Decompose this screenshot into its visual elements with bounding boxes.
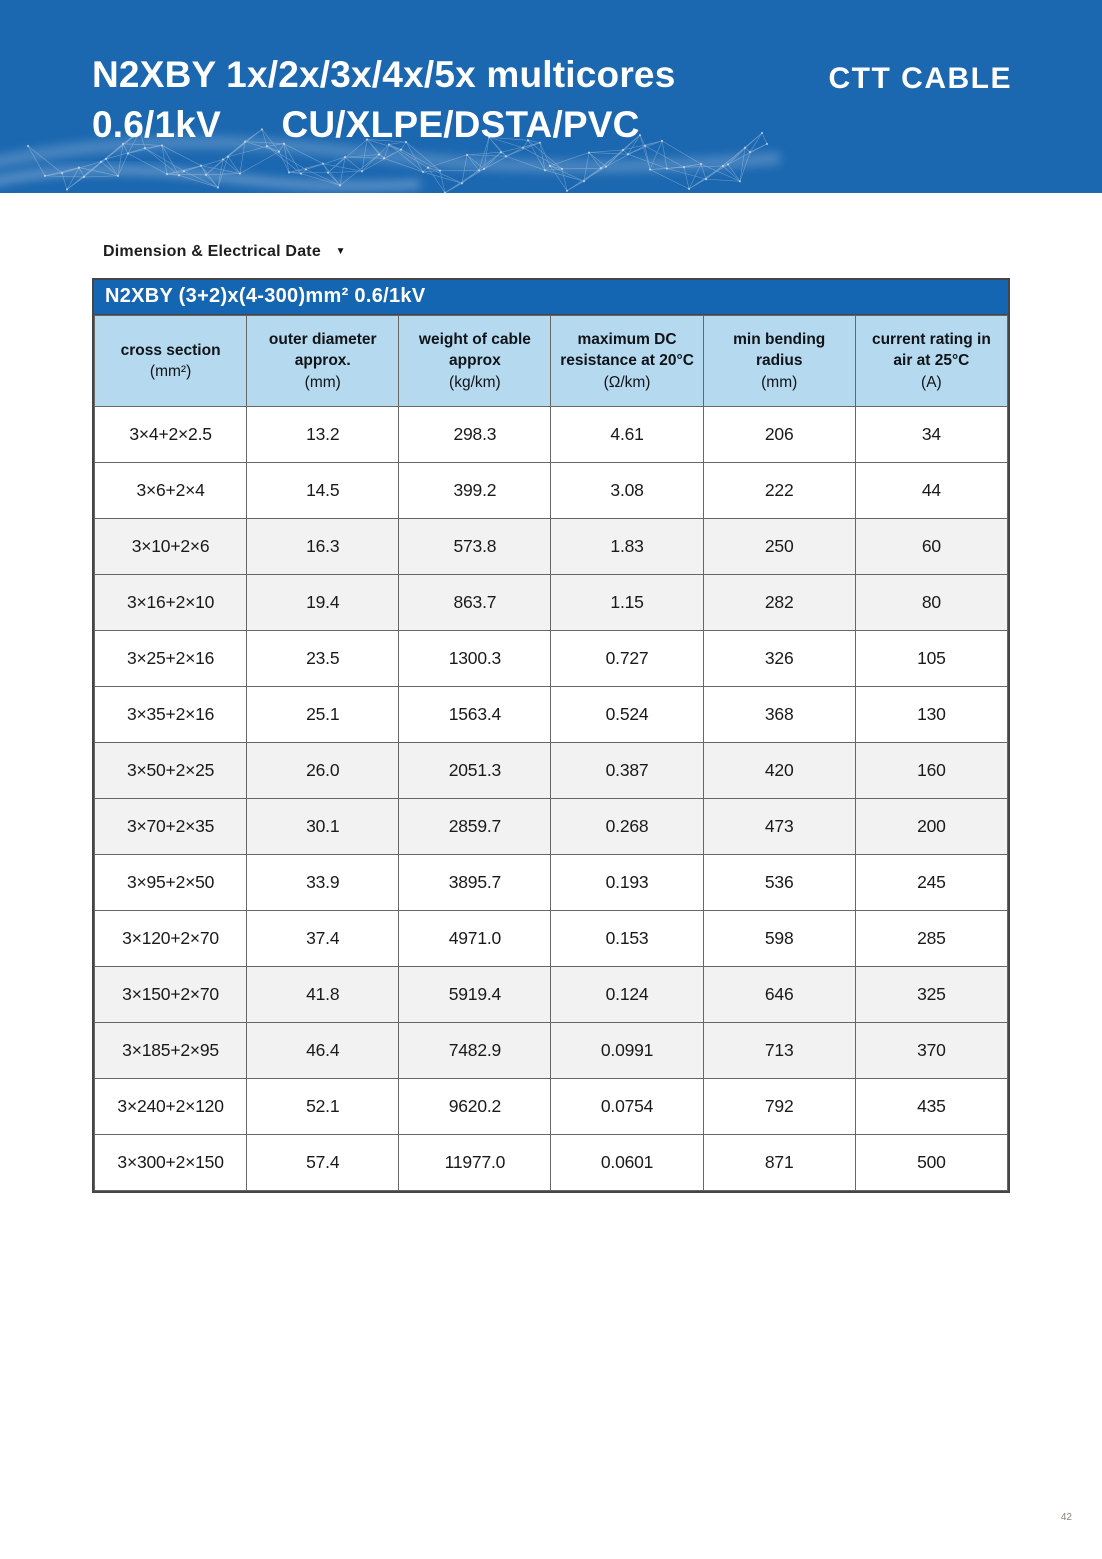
table-row (95, 855, 1008, 911)
table-cell: 44 (855, 463, 1007, 519)
table-cell: 25.1 (247, 687, 399, 743)
table-cell: 80 (855, 575, 1007, 631)
table-cell: 0.387 (551, 743, 703, 799)
table-cell: 285 (855, 911, 1007, 967)
table-row (95, 687, 1008, 743)
table-row (95, 1079, 1008, 1135)
table-cell: 105 (855, 631, 1007, 687)
column-header: current rating in air at 25°C (A) (855, 316, 1007, 407)
table-cell: 7482.9 (399, 1023, 551, 1079)
column-header: cross section (mm²) (95, 316, 247, 407)
table-row (95, 519, 1008, 575)
table-cell: 222 (703, 463, 855, 519)
table-cell: 4.61 (551, 407, 703, 463)
table-cell: 3×50+2×25 (95, 743, 247, 799)
table-cell: 2051.3 (399, 743, 551, 799)
voltage-rating: 0.6/1kV (92, 104, 221, 145)
table-cell: 5919.4 (399, 967, 551, 1023)
column-header: min bending radius (mm) (703, 316, 855, 407)
table-cell: 326 (703, 631, 855, 687)
construction-code: CU/XLPE/DSTA/PVC (281, 104, 640, 145)
table-cell: 245 (855, 855, 1007, 911)
section-header (103, 243, 346, 261)
table-cell: 500 (855, 1135, 1007, 1191)
table-cell: 3.08 (551, 463, 703, 519)
table-cell: 52.1 (247, 1079, 399, 1135)
table-cell: 1.83 (551, 519, 703, 575)
table-cell: 130 (855, 687, 1007, 743)
product-subtitle (92, 106, 675, 143)
table-cell: 23.5 (247, 631, 399, 687)
header-row (95, 316, 1008, 407)
spec-data-table (94, 315, 1008, 1191)
table-cell: 536 (703, 855, 855, 911)
banner-titles (92, 56, 675, 143)
table-cell: 598 (703, 911, 855, 967)
table-cell: 0.268 (551, 799, 703, 855)
spec-table (92, 278, 1010, 1193)
table-cell: 370 (855, 1023, 1007, 1079)
table-cell: 26.0 (247, 743, 399, 799)
table-cell: 646 (703, 967, 855, 1023)
table-cell: 0.0754 (551, 1079, 703, 1135)
table-cell: 9620.2 (399, 1079, 551, 1135)
table-cell: 11977.0 (399, 1135, 551, 1191)
table-cell: 19.4 (247, 575, 399, 631)
brand-logo: CTT CABLE (828, 62, 1012, 95)
table-cell: 4971.0 (399, 911, 551, 967)
table-row (95, 463, 1008, 519)
table-row (95, 631, 1008, 687)
table-cell: 200 (855, 799, 1007, 855)
table-cell: 282 (703, 575, 855, 631)
table-cell: 3×16+2×10 (95, 575, 247, 631)
table-row (95, 1023, 1008, 1079)
table-cell: 863.7 (399, 575, 551, 631)
table-cell: 3×25+2×16 (95, 631, 247, 687)
page-number: 42 (1060, 1512, 1072, 1523)
table-cell: 3×150+2×70 (95, 967, 247, 1023)
table-cell: 871 (703, 1135, 855, 1191)
table-row (95, 575, 1008, 631)
table-cell: 206 (703, 407, 855, 463)
table-cell: 16.3 (247, 519, 399, 575)
table-cell: 14.5 (247, 463, 399, 519)
table-cell: 30.1 (247, 799, 399, 855)
table-cell: 573.8 (399, 519, 551, 575)
table-cell: 34 (855, 407, 1007, 463)
table-cell: 0.0991 (551, 1023, 703, 1079)
table-cell: 3×95+2×50 (95, 855, 247, 911)
table-cell: 0.124 (551, 967, 703, 1023)
table-row (95, 967, 1008, 1023)
table-body (95, 407, 1008, 1191)
table-title: N2XBY (3+2)x(4-300)mm² 0.6/1kV (94, 280, 1008, 315)
table-cell: 298.3 (399, 407, 551, 463)
table-row (95, 911, 1008, 967)
table-cell: 3×120+2×70 (95, 911, 247, 967)
table-cell: 0.524 (551, 687, 703, 743)
table-cell: 3×6+2×4 (95, 463, 247, 519)
table-row (95, 1135, 1008, 1191)
table-cell: 473 (703, 799, 855, 855)
table-cell: 3895.7 (399, 855, 551, 911)
table-cell: 1300.3 (399, 631, 551, 687)
table-cell: 368 (703, 687, 855, 743)
table-cell: 325 (855, 967, 1007, 1023)
table-cell: 3×240+2×120 (95, 1079, 247, 1135)
table-cell: 3×4+2×2.5 (95, 407, 247, 463)
column-header: maximum DC resistance at 20°C (Ω/km) (551, 316, 703, 407)
table-cell: 13.2 (247, 407, 399, 463)
table-cell: 0.153 (551, 911, 703, 967)
table-cell: 1.15 (551, 575, 703, 631)
section-title: Dimension & Electrical Date (103, 243, 321, 260)
table-cell: 1563.4 (399, 687, 551, 743)
table-cell: 37.4 (247, 911, 399, 967)
table-cell: 46.4 (247, 1023, 399, 1079)
table-cell: 792 (703, 1079, 855, 1135)
table-cell: 2859.7 (399, 799, 551, 855)
table-cell: 41.8 (247, 967, 399, 1023)
table-cell: 0.0601 (551, 1135, 703, 1191)
table-row (95, 407, 1008, 463)
dropdown-arrow-icon[interactable]: ▼ (335, 246, 346, 257)
table-cell: 3×35+2×16 (95, 687, 247, 743)
table-cell: 160 (855, 743, 1007, 799)
table-cell: 57.4 (247, 1135, 399, 1191)
table-cell: 3×300+2×150 (95, 1135, 247, 1191)
table-cell: 60 (855, 519, 1007, 575)
table-cell: 435 (855, 1079, 1007, 1135)
table-row (95, 743, 1008, 799)
table-cell: 250 (703, 519, 855, 575)
table-cell: 713 (703, 1023, 855, 1079)
column-header: weight of cable approx (kg/km) (399, 316, 551, 407)
table-cell: 3×70+2×35 (95, 799, 247, 855)
table-head (95, 316, 1008, 407)
table-cell: 0.193 (551, 855, 703, 911)
column-header: outer diameter approx. (mm) (247, 316, 399, 407)
product-title: N2XBY 1x/2x/3x/4x/5x multicores (92, 54, 676, 95)
table-cell: 3×185+2×95 (95, 1023, 247, 1079)
banner (0, 0, 1102, 193)
table-row (95, 799, 1008, 855)
table-cell: 420 (703, 743, 855, 799)
table-cell: 3×10+2×6 (95, 519, 247, 575)
table-cell: 399.2 (399, 463, 551, 519)
table-cell: 0.727 (551, 631, 703, 687)
table-cell: 33.9 (247, 855, 399, 911)
